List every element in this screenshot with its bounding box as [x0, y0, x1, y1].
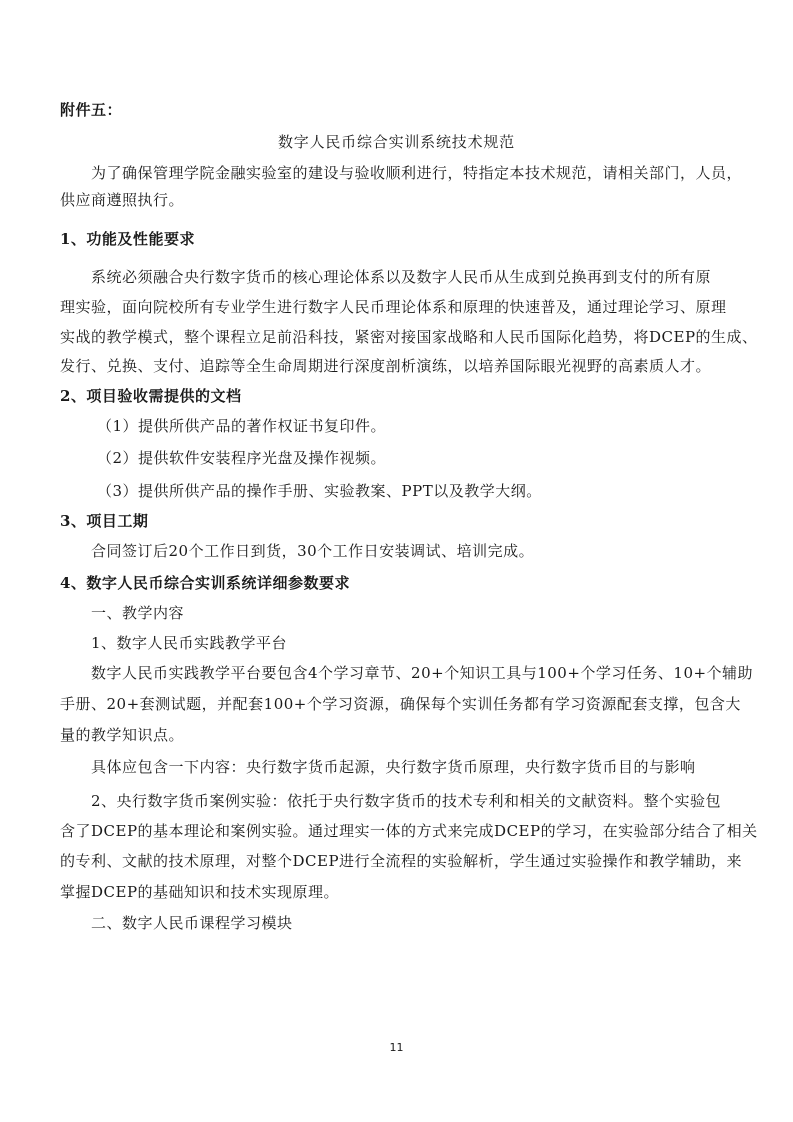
section4-subheading-2: 二、数字人民币课程学习模块 [91, 914, 293, 932]
section4-para3-line-3: 的专利、文献的技术原理，对整个DCEP进行全流程的实验解析，学生通过实验操作和教学辅助，来 [60, 852, 743, 870]
document-title: 数字人民币综合实训系统技术规范 [277, 133, 515, 151]
section3-heading: 3、项目工期 [60, 512, 149, 530]
section4-subheading-1: 一、教学内容 [91, 604, 185, 622]
section4-para3-line-2: 含了DCEP的基本理论和案例实验。通过理实一体的方式来完成DCEP的学习，在实验部分结合了相关 [60, 822, 758, 840]
section2-item-3: （3）提供所供产品的操作手册、实验教案、PPT以及教学大纲。 [97, 482, 542, 500]
section2-item-1: （1）提供所供产品的著作权证书复印件。 [97, 417, 387, 435]
section2-item-2: （2）提供软件安装程序光盘及操作视频。 [97, 449, 387, 467]
section1-line-3: 实战的教学模式，整个课程立足前沿科技，紧密对接国家战略和人民币国际化趋势，将DCEP的生成、 [60, 328, 758, 346]
attachment-label: 附件五： [60, 101, 123, 119]
intro-line-1: 为了确保管理学院金融实验室的建设与验收顺利进行，特指定本技术规范，请相关部门，人员， [91, 164, 743, 182]
section4-para1-line-2: 手册、20+套测试题，并配套100+个学习资源，确保每个实训任务都有学习资源配套支撑，包含大 [60, 695, 741, 713]
section1-heading: 1、功能及性能要求 [60, 230, 195, 248]
section4-subheading-1-1: 1、数字人民币实践教学平台 [91, 634, 288, 652]
section1-line-1: 系统必须融合央行数字货币的核心理论体系以及数字人民币从生成到兑换再到支付的所有原 [91, 268, 712, 286]
section4-para2: 具体应包含一下内容：央行数字货币起源，央行数字货币原理，央行数字货币目的与影响 [91, 758, 696, 776]
section4-para1-line-1: 数字人民币实践教学平台要包含4个学习章节、20+个知识工具与100+个学习任务、10+个辅助 [91, 664, 754, 682]
page-number: 11 [389, 1041, 404, 1054]
section1-line-4: 发行、兑换、支付、追踪等全生命周期进行深度剖析演练，以培养国际眼光视野的高素质人才。 [60, 357, 712, 375]
section4-para3-line-1: 2、央行数字货币案例实验：依托于央行数字货币的技术专利和相关的文献资料。整个实验包 [91, 792, 722, 810]
section3-text: 合同签订后20个工作日到货，30个工作日安装调试、培训完成。 [91, 542, 535, 560]
intro-line-2: 供应商遵照执行。 [60, 191, 185, 209]
section4-heading: 4、数字人民币综合实训系统详细参数要求 [60, 574, 350, 592]
section4-para3-line-4: 掌握DCEP的基础知识和技术实现原理。 [60, 883, 340, 901]
section1-line-2: 理实验，面向院校所有专业学生进行数字人民币理论体系和原理的快速普及，通过理论学习、原理 [60, 298, 727, 316]
section4-para1-line-3: 量的教学知识点。 [60, 726, 185, 744]
section2-heading: 2、项目验收需提供的文档 [60, 387, 242, 405]
